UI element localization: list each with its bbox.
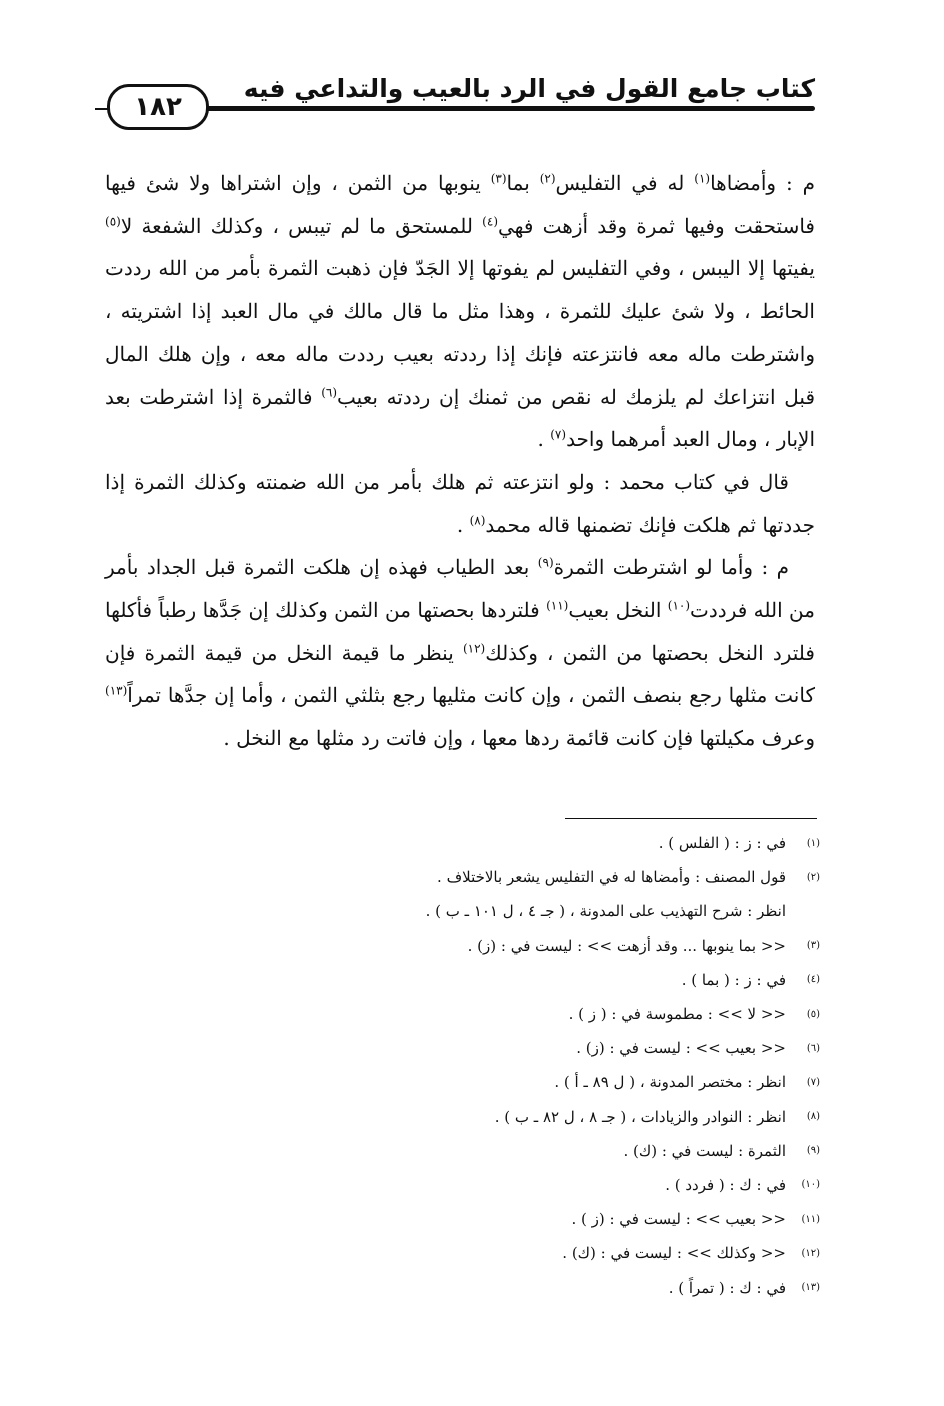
body-paragraph — [105, 546, 815, 760]
footnote-text: << لا >> : مطموسة في : ( ز ) . — [568, 1005, 786, 1024]
footnote-number: (١٠) — [801, 1179, 820, 1191]
footnote-item — [300, 929, 820, 963]
footnote-item — [300, 1168, 820, 1202]
footnote-text: قول المصنف : وأمضاها له في التفليس يشعر بالاختلاف . — [437, 868, 786, 887]
footnote-text: << وكذلك >> : ليست في : (ك) . — [562, 1244, 786, 1263]
footnote-number: (٩) — [806, 1145, 820, 1157]
footnote-text: في : ك : ( فردد ) . — [665, 1175, 786, 1194]
footnotes — [300, 826, 820, 1305]
footnote-ref: (٤) — [482, 214, 498, 229]
footnote-item — [300, 1236, 820, 1270]
text-run: م : وأما لو اشترطت الثمرة — [553, 555, 789, 580]
footnote-item — [300, 1065, 820, 1099]
text-run: قال في كتاب محمد : ولو انتزعته ثم هلك بأمر من الله ضمنته وكذلك الثمرة إذا جددتها ثم هلكت فإنك تضمنها قاله محمد — [105, 469, 815, 537]
footnote-text: في : ز : ( بما ) . — [681, 970, 786, 989]
footnote-number: (٢) — [806, 871, 820, 883]
footnote-number: (٤) — [806, 974, 820, 986]
footnote-ref: (١٠) — [667, 598, 691, 613]
footnote-number: (١٣) — [801, 1282, 820, 1294]
footnote-text: في : ك : ( تمراً ) . — [668, 1278, 786, 1297]
footnote-number: (١) — [806, 837, 820, 849]
footnote-item — [300, 826, 820, 860]
text-run: يفيتها إلا اليبس ، وفي التفليس لم يفوتها إلا الجَدّ فإن ذهبت الثمرة بأمر من الله رددت الحائط ، ولا شئ عليك للثمرة ، وهذا مثل ما قال مالك في مال العبد إذا اشتريته ، واشترطت ماله معه فانتزعته فإنك إذا رددته بعيب رددت ماله معه ، وإن هلك المال قبل انتزاعك لم يلزمك له نقص من ثمنك إن رددته بعيب — [105, 256, 816, 409]
footnote-number: (٥) — [806, 1008, 820, 1020]
footnote-item — [300, 894, 820, 928]
text-run: م : وأمضاها — [710, 171, 816, 195]
footnote-item — [300, 1270, 820, 1304]
page-number-badge: ١٨٢ — [107, 84, 209, 130]
footnote-item — [300, 1100, 820, 1134]
footnote-ref: (٢) — [539, 171, 556, 186]
footnote-ref: (١) — [694, 171, 711, 186]
footnote-text: انظر : النوادر والزيادات ، ( جـ ٨ ، ل ٨٢ ـ ب ) . — [494, 1107, 786, 1126]
body-text — [105, 162, 815, 760]
text-run: ينوبها من الثمن ، وإن اشتراها ولا شئ فيها فاستحقت وفيها ثمرة وقد أزهت فهي — [105, 171, 815, 238]
text-run: ينظر ما قيمة النخل من قيمة الثمرة فإن كانت مثلها رجع بنصف الثمن ، وإن كانت مثليها رجع بثلثي الثمن ، وأما إن جدَّها تمراً — [105, 640, 815, 708]
footnote-ref: (٩) — [537, 555, 554, 570]
footnote-item — [300, 1031, 820, 1065]
footnote-ref: (٦) — [321, 384, 338, 399]
body-paragraph — [105, 162, 815, 461]
footnote-text: << بما ينوبها ... وقد أزهت >> : ليست في : (ز) . — [467, 936, 786, 955]
text-run: بما — [506, 171, 540, 195]
footnote-item — [300, 997, 820, 1031]
text-run: فلتردها بحصتها من الثمن وكذلك إن جَدَّها رطباً فأكلها فلترد النخل بحصتها من الثمن ، وكذلك — [105, 598, 815, 665]
book-title: كتاب جامع القول في الرد بالعيب والتداعي فيه — [243, 74, 815, 103]
footnote-text: انظر : مختصر المدونة ، ( ل ٨٩ ـ أ ) . — [554, 1073, 786, 1092]
text-run: له في التفليس — [555, 171, 695, 195]
footnote-text: الثمرة : ليست في : (ك) . — [623, 1141, 786, 1160]
footnote-ref: (١١) — [546, 598, 569, 613]
footnote-number: (٦) — [806, 1042, 820, 1054]
footnote-ref: (٥) — [105, 214, 121, 229]
footnote-ref: (٧) — [550, 427, 567, 442]
text-run: وعرف مكيلتها فإن كانت قائمة ردها معها ، وإن فاتت رد مثلها مع النخل . — [223, 726, 815, 751]
footnote-separator — [565, 818, 817, 819]
footnote-ref: (٣) — [490, 171, 507, 186]
footnote-ref: (١٣) — [105, 683, 128, 698]
text-run: بعد الطياب فهذه إن هلكت الثمرة قبل الجداد بأمر من الله فرددت — [105, 555, 815, 623]
text-run: . — [456, 512, 470, 537]
footnote-text: في : ز : ( الفلس ) . — [658, 834, 786, 853]
footnote-number: (٨) — [806, 1111, 820, 1123]
text-run: للمستحق ما لم تيبس ، وكذلك الشفعة لا — [120, 213, 483, 238]
footnote-number: (١١) — [801, 1213, 820, 1225]
footnote-ref: (١٢) — [462, 641, 486, 656]
footnote-ref: (٨) — [469, 512, 486, 527]
footnote-text: << بعيب >> : ليست في : (ز ) . — [571, 1210, 786, 1229]
footnote-item — [300, 1134, 820, 1168]
header-rule — [190, 106, 815, 111]
footnote-item — [300, 860, 820, 894]
footnote-text: << بعيب >> : ليست في : (ز) . — [576, 1039, 786, 1058]
body-paragraph — [105, 461, 815, 546]
footnote-number: (٣) — [806, 940, 820, 952]
footnote-text: انظر : شرح التهذيب على المدونة ، ( جـ ٤ ، ل ١٠١ ـ ب ) . — [425, 902, 786, 921]
page-header — [95, 68, 815, 138]
footnote-number: (٧) — [806, 1076, 820, 1088]
footnote-item — [300, 1202, 820, 1236]
text-run: . — [537, 427, 551, 452]
footnote-item — [300, 963, 820, 997]
text-run: النخل بعيب — [568, 598, 668, 623]
footnote-number: (١٢) — [801, 1247, 820, 1259]
text-run: فالثمرة إذا اشترطت بعد الإبار ، ومال العبد أمرهما واحد — [105, 384, 815, 452]
